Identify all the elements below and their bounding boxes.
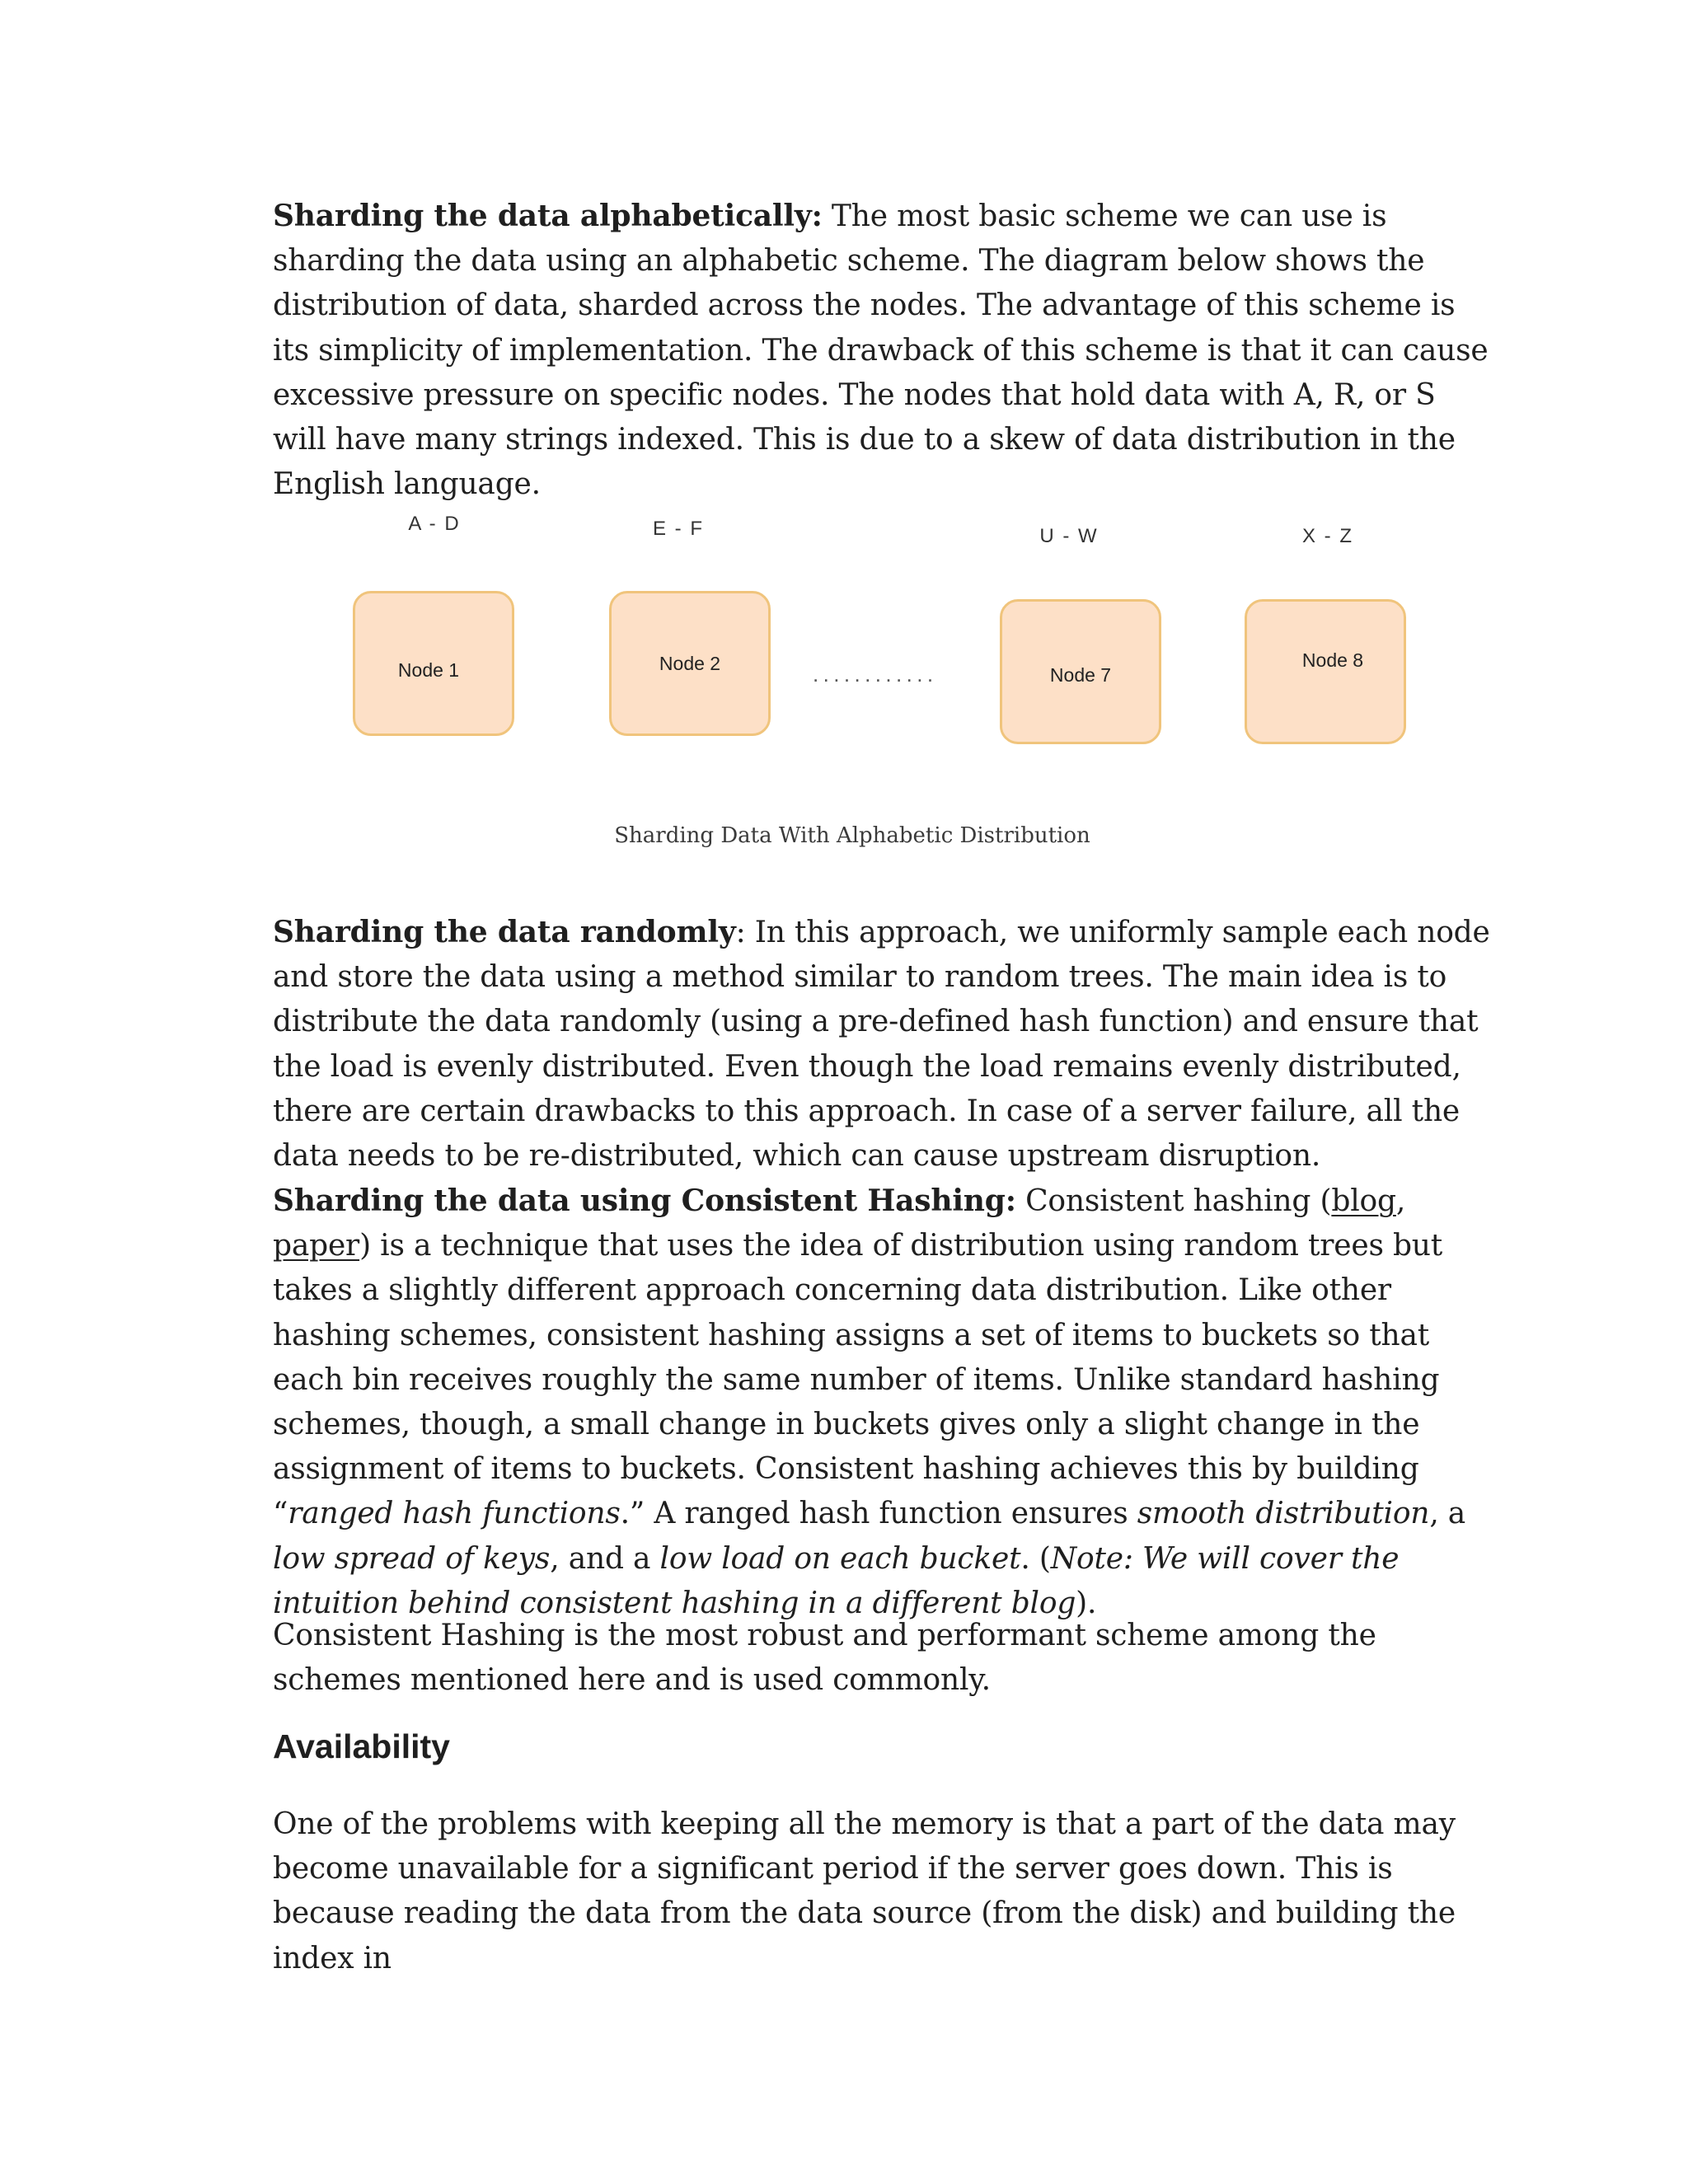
consistent-hashing-title: Sharding the data using Consistent Hashing:: [273, 1183, 1016, 1218]
paper-link[interactable]: paper: [273, 1229, 360, 1263]
alphabetic-sharding-paragraph: [273, 194, 1493, 507]
random-sharding-text: : In this approach, we uniformly sample each node and store the data using a method similar to random trees. The main idea is to distribute the data randomly (using a pre-defined hash function) and ensure that the load is evenly distributed. Even though the load remains evenly distributed, there are certain drawbacks to this approach. In case of a server failure, all the data needs to be re-distributed, which can cause upstream disruption.: [273, 916, 1490, 1174]
node-1-label: Node 1: [397, 659, 460, 681]
availability-heading: Availability: [273, 1727, 450, 1765]
ranged-hash-functions-term: ranged hash functions: [288, 1497, 621, 1531]
low-spread-term: low spread of keys: [273, 1541, 551, 1576]
node-7-box: [1000, 599, 1161, 744]
consistent-hashing-summary: Consistent Hashing is the most robust and performant scheme among the schemes mentioned here and is used commonly.: [273, 1619, 1376, 1698]
node-7-label: Node 7: [1049, 664, 1112, 686]
consistent-hashing-text-2: .” A ranged hash function ensures: [620, 1497, 1137, 1531]
random-sharding-paragraph: [273, 910, 1493, 1179]
alphabetic-sharding-text: The most basic scheme we can use is sharding the data using an alphabetic scheme. The diagram below shows the distribution of data, sharded across the nodes. The advantage of this scheme is its simplicity of implementation. The drawback of this scheme is that it can cause excessive pressure on specific nodes. The nodes that hold data with A, R, or S will have many strings indexed. This is due to a skew of data distribution in the English language.: [273, 199, 1489, 502]
blog-link[interactable]: blog: [1331, 1184, 1396, 1218]
link-separator: ,: [1395, 1184, 1406, 1218]
range-label-x-z: X - Z: [1302, 525, 1353, 547]
node-8-label: Node 8: [1301, 649, 1364, 671]
random-sharding-title: Sharding the data randomly: [273, 915, 736, 949]
diagram-caption: Sharding Data With Alphabetic Distribution: [614, 823, 1090, 848]
range-label-u-w: U - W: [1039, 525, 1099, 547]
smooth-distribution-term: smooth distribution: [1137, 1497, 1430, 1531]
consistent-hashing-text-6: ).: [1076, 1586, 1097, 1620]
node-2-box: [609, 591, 771, 736]
ellipsis-dots: ............: [813, 662, 938, 687]
consistent-hashing-intro: Consistent hashing (: [1015, 1184, 1332, 1218]
consistent-hashing-text-3: , a: [1429, 1497, 1466, 1531]
alphabetic-sharding-title: Sharding the data alphabetically:: [273, 199, 823, 233]
node-8-box: [1245, 599, 1406, 744]
range-label-a-d: A - D: [408, 513, 461, 535]
consistent-hashing-note: Note: We will cover the intuition behind consistent hashing in a different blog: [273, 1541, 1400, 1620]
consistent-hashing-text-1: ) is a technique that uses the idea of distribution using random trees but takes a slightly different approach concerning data distribution. Like other hashing schemes, consistent hashing assigns a set of items to buckets so that each bin receives roughly the same number of items. Unlike standard hashing schemes, though, a small change in buckets gives only a slight change in the assignment of items to buckets. Consistent hashing achieves this by building “: [273, 1229, 1443, 1531]
availability-paragraph: One of the problems with keeping all the memory is that a part of the data may become unavailable for a significant period if the server goes down. This is because reading the data from the data source (from the disk) and building the index in: [273, 1807, 1456, 1975]
node-2-label: Node 2: [659, 653, 721, 674]
low-load-term: low load on each bucket: [659, 1541, 1021, 1576]
node-1-box: [353, 591, 514, 736]
consistent-hashing-text-4: , and a: [550, 1541, 660, 1576]
range-label-e-f: E - F: [653, 518, 704, 540]
consistent-hashing-text-5: . (: [1020, 1541, 1051, 1576]
consistent-hashing-paragraph: [273, 1179, 1493, 1626]
